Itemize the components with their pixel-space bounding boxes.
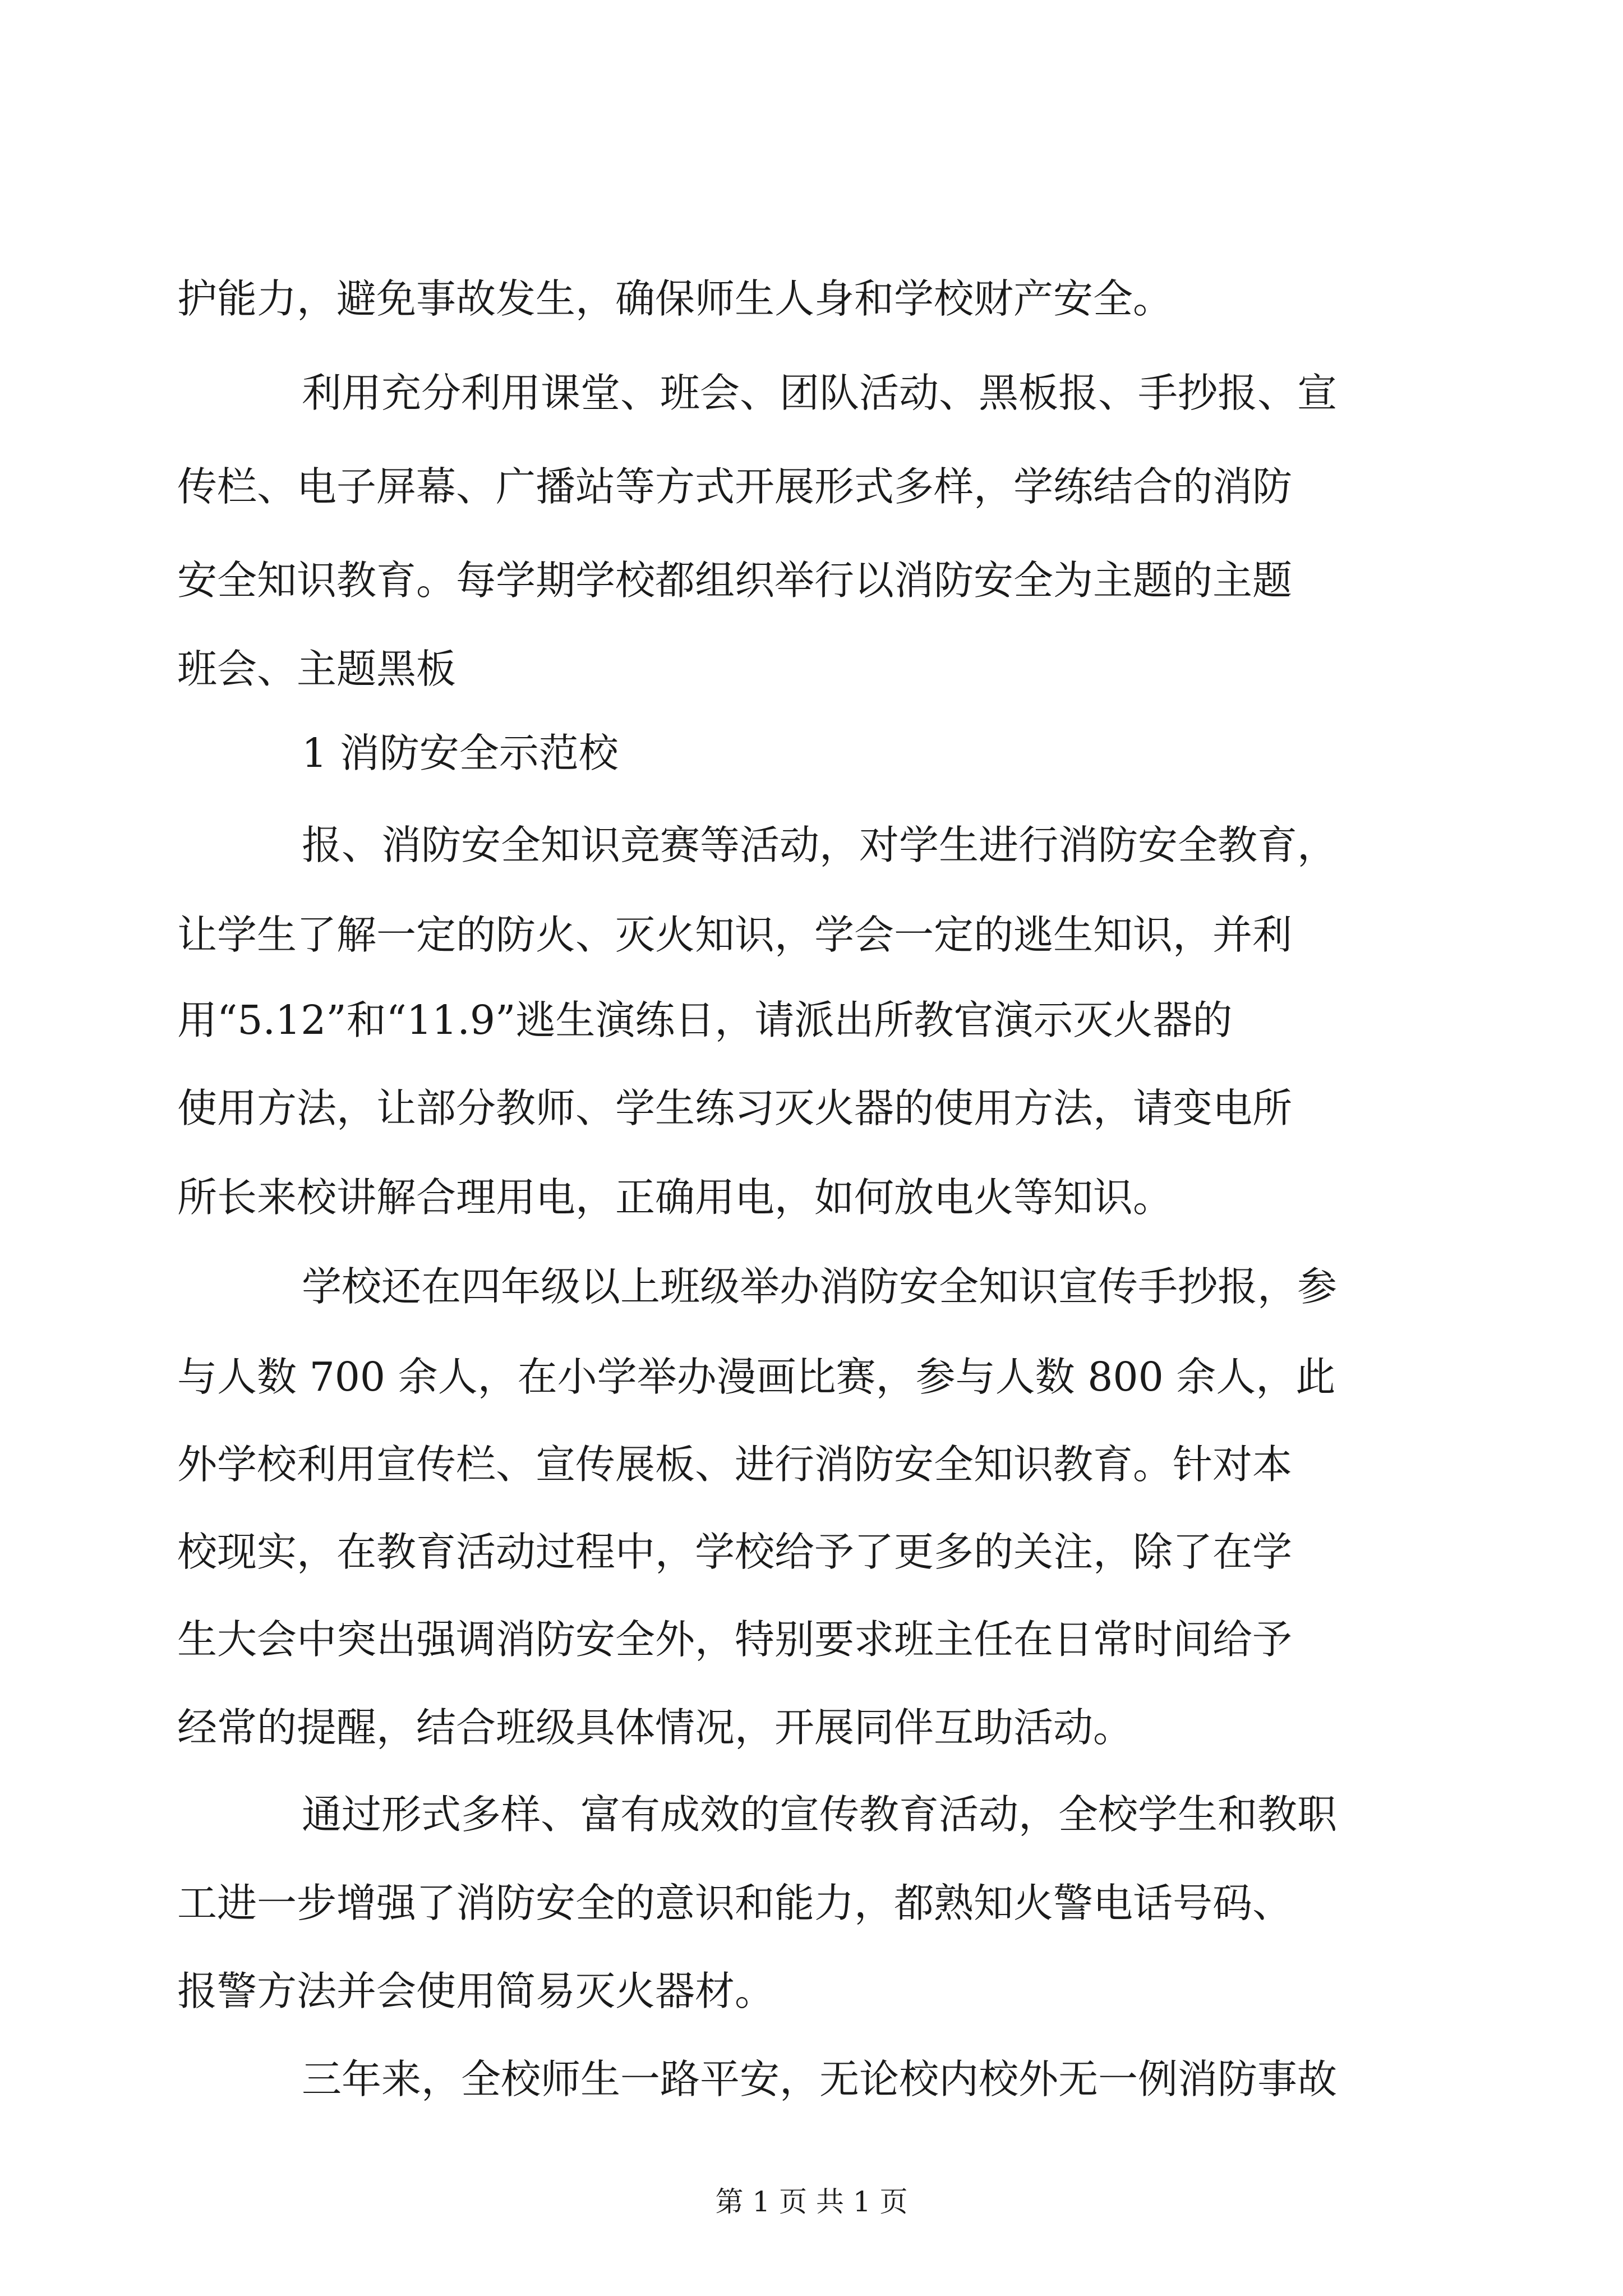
paragraph-first-line: 通过形式多样、富有成效的宣传教育活动，全校学生和教职: [302, 1791, 1338, 1838]
text-line: 外学校利用宣传栏、宣传展板、进行消防安全知识教育。针对本: [177, 1441, 1293, 1488]
paragraph-first-line: 利用充分利用课堂、班会、团队活动、黑板报、手抄报、宣: [302, 370, 1338, 416]
text-line: 传栏、电子屏幕、广播站等方式开展形式多样，学练结合的消防: [177, 463, 1293, 510]
text-line: 与人数 700 余人，在小学举办漫画比赛，参与人数 800 余人，此: [177, 1354, 1336, 1400]
text-line: 用“5.12”和“11.9”逃生演练日，请派出所教官演示灭火器的: [177, 997, 1233, 1043]
text-line: 使用方法，让部分教师、学生练习灭火器的使用方法，请变电所: [177, 1085, 1293, 1131]
paragraph-first-line: 三年来，全校师生一路平安，无论校内校外无一例消防事故: [302, 2056, 1338, 2102]
text-line: 让学生了解一定的防火、灭火知识，学会一定的逃生知识，并利: [177, 912, 1293, 958]
text-line: 生大会中突出强调消防安全外，特别要求班主任在日常时间给予: [177, 1616, 1293, 1663]
page-footer: 第 1 页 共 1 页: [715, 2185, 908, 2218]
text-line: 班会、主题黑板: [177, 646, 457, 692]
text-line: 校现实，在教育活动过程中，学校给予了更多的关注，除了在学: [177, 1529, 1293, 1575]
text-line: 所长来校讲解合理用电，正确用电，如何放电火等知识。: [177, 1174, 1173, 1221]
section-heading: 1 消防安全示范校: [302, 730, 619, 776]
text-line: 工进一步增强了消防安全的意识和能力，都熟知火警电话号码、: [177, 1880, 1293, 1926]
paragraph-first-line: 报、消防安全知识竞赛等活动，对学生进行消防安全教育，: [302, 822, 1338, 868]
paragraph-first-line: 学校还在四年级以上班级举办消防安全知识宣传手抄报，参: [302, 1263, 1338, 1310]
text-line: 护能力，避免事故发生，确保师生人身和学校财产安全。: [177, 275, 1173, 322]
text-line: 经常的提醒，结合班级具体情况，开展同伴互助活动。: [177, 1704, 1133, 1751]
text-line: 报警方法并会使用简易灭火器材。: [177, 1968, 775, 2014]
text-line: 安全知识教育。每学期学校都组织举行以消防安全为主题的主题: [177, 557, 1293, 604]
